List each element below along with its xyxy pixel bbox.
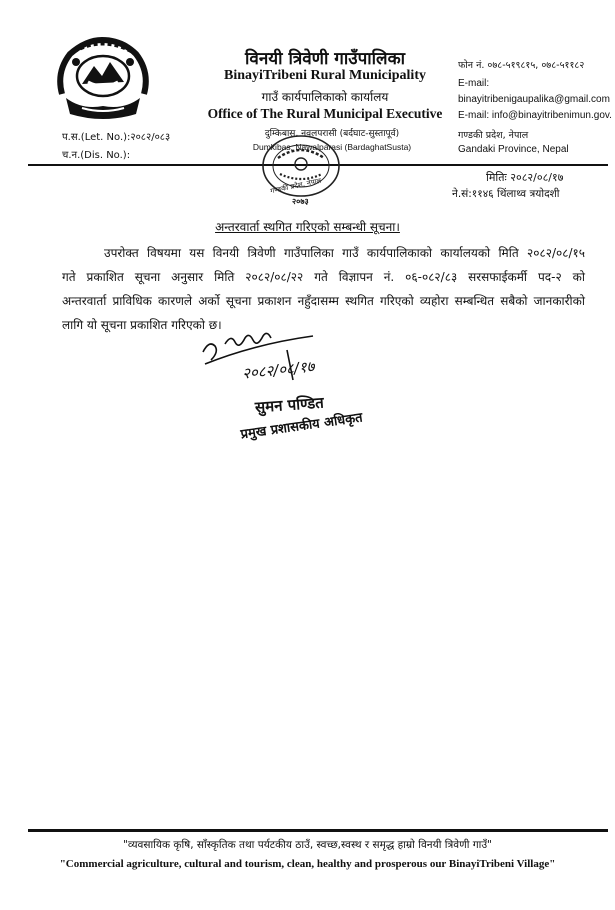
notice-body-line-1: उपरोक्त विषयमा यस विनयी त्रिवेणी गाउँपालिका गाउँ कार्यपालिकाको कार्यालयको मिति २०८२/०८/१५ bbox=[104, 246, 585, 260]
dispatch-number: च.न.(Dis. No.): bbox=[62, 150, 131, 161]
notice-body-line-4: लागि यो सूचना प्रकाशित गरिएको छ। bbox=[62, 318, 222, 332]
notice-body-line-2: गते प्रकाशित सूचना अनुसार मिति २०८२/०८/२२ गते विज्ञापन नं. ०६-०८२/८३ सरसफाईकर्मी पद-२ को bbox=[62, 270, 585, 284]
email-primary: binayitribenigaupalika@gmail.com bbox=[458, 94, 610, 105]
signatory-name: सुमन पण्डित bbox=[254, 393, 325, 417]
nepal-emblem-logo bbox=[52, 32, 154, 124]
phone-number: फोन नं. ०७८-५१९८१५, ०७८-५११८२ bbox=[458, 60, 585, 71]
handwritten-date: २०८२/०८/१७ bbox=[241, 357, 316, 383]
municipality-name-nepali: विनयी त्रिवेणी गाउँपालिका bbox=[244, 49, 406, 69]
signatory-designation: प्रमुख प्रशासकीय अधिकृत bbox=[239, 410, 364, 443]
letter-number: प.स.(Let. No.):२०८२/०८३ bbox=[62, 132, 171, 143]
notice-subject: अन्तरवार्ता स्थगित गरिएको सम्बन्धी सूचना। bbox=[215, 220, 400, 234]
date-miti: मितिः २०८२/०८/१७ bbox=[486, 171, 564, 184]
office-name-nepali: गाउँ कार्यपालिकाको कार्यालय bbox=[261, 90, 389, 104]
province-english: Gandaki Province, Nepal bbox=[458, 144, 569, 155]
address-nepali: दुम्किबास, नवलपरासी (बर्दघाट-सुस्तापूर्व) bbox=[264, 129, 400, 139]
notice-body-line-3: अन्तरवार्ता प्राविधिक कारणले अर्को सूचना प्रकाशन नहुँदासम्म स्थगित गरिएको व्यहोरा सम्बन्धित सबैको जानकारीको bbox=[62, 294, 585, 308]
email-label: E-mail: bbox=[458, 78, 490, 89]
address-english: Dumkibas, Nawalparasi (BardaghatSusta) bbox=[252, 142, 412, 152]
email-secondary: E-mail: info@binayitribenimun.gov. bbox=[458, 110, 612, 121]
nepal-samvat-date: ने.सं:११४६ थिंलाथ्व त्रयोदशी bbox=[452, 188, 560, 200]
municipality-name-english: BinayiTribeni Rural Municipality bbox=[224, 68, 426, 83]
footer-slogan-english: "Commercial agriculture, cultural and tourism, clean, healthy and prosperous our BinayiTribeni Village" bbox=[59, 858, 556, 870]
stamp-text: गण्डकी प्रदेश, नेपाल bbox=[269, 176, 322, 196]
office-name-english: Office of The Rural Municipal Executive bbox=[207, 106, 443, 121]
footer-divider bbox=[28, 829, 608, 832]
stamp-year: २०७३ bbox=[292, 197, 309, 206]
province-nepali: गण्डकी प्रदेश, नेपाल bbox=[458, 130, 529, 141]
footer-slogan-nepali: "व्यवसायिक कृषि, साँस्कृतिक तथा पर्यटकीय ठाउँ, स्वच्छ,स्वस्थ र समृद्ध हाम्रो विनयी त्रिवेणी गाउँ" bbox=[123, 839, 492, 851]
